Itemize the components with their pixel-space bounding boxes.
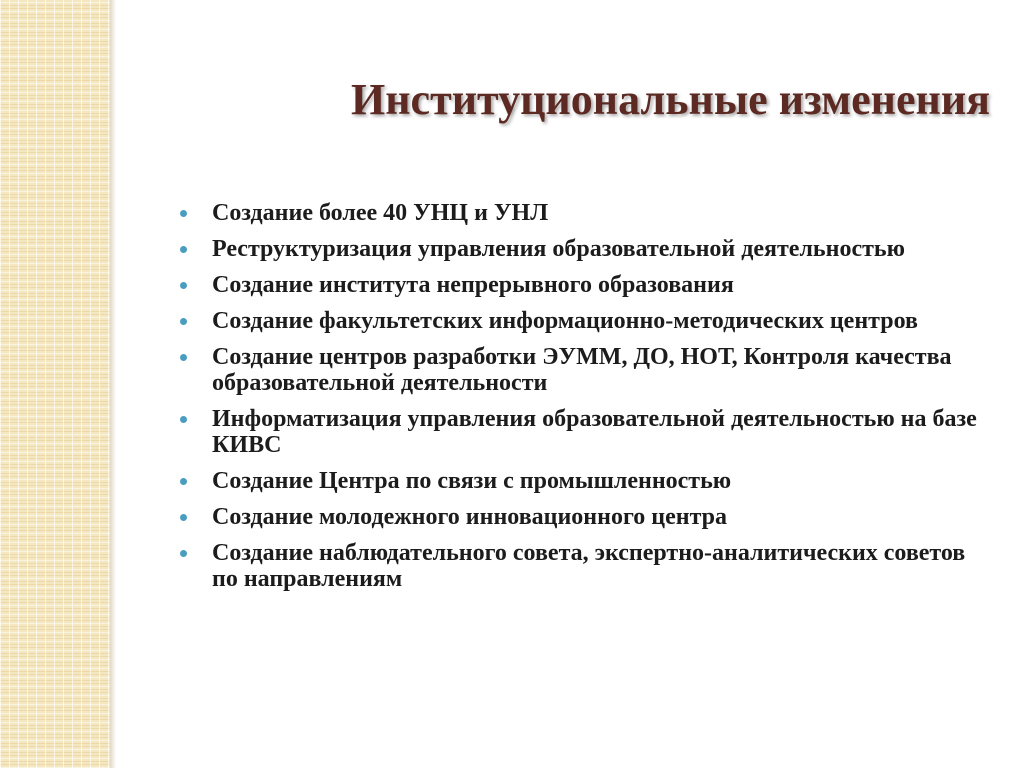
list-item-text: Реструктуризация управления образовательной деятельностью: [212, 236, 905, 262]
list-item: [180, 540, 980, 592]
bullet-dot-icon: [180, 478, 187, 485]
list-item-text: Создание молодежного инновационного центра: [212, 504, 728, 530]
list-item-text: Создание Центра по связи с промышленностью: [212, 468, 732, 494]
bullet-dot-icon: [180, 416, 187, 423]
list-item: [180, 200, 980, 226]
slide-title: Институциональные изменения: [350, 75, 990, 124]
list-item: [180, 236, 980, 262]
list-item-text: Создание центров разработки ЭУММ, ДО, НОТ, Контроля качества образовательной деятельности: [212, 344, 952, 396]
bullet-dot-icon: [180, 282, 187, 289]
list-item: [180, 504, 980, 530]
bullet-dot-icon: [180, 514, 187, 521]
bullet-dot-icon: [180, 354, 187, 361]
list-item: [180, 468, 980, 494]
decorative-side-strip: [0, 0, 110, 768]
list-item-text: Информатизация управления образовательной деятельностью на базе КИВС: [212, 406, 977, 458]
list-item-text: Создание института непрерывного образования: [212, 272, 734, 298]
list-item-text: Создание факультетских информационно-методических центров: [212, 308, 918, 334]
list-item: [180, 344, 980, 396]
list-item: [180, 272, 980, 298]
bullet-list: [180, 200, 980, 602]
list-item-text: Создание более 40 УНЦ и УНЛ: [212, 200, 549, 226]
bullet-dot-icon: [180, 318, 187, 325]
list-item: [180, 308, 980, 334]
side-strip-edge: [110, 0, 116, 768]
bullet-dot-icon: [180, 210, 187, 217]
bullet-dot-icon: [180, 550, 187, 557]
bullet-dot-icon: [180, 246, 187, 253]
list-item-text: Создание наблюдательного совета, экспертно-аналитических советов по направлениям: [212, 540, 966, 592]
list-item: [180, 406, 980, 458]
